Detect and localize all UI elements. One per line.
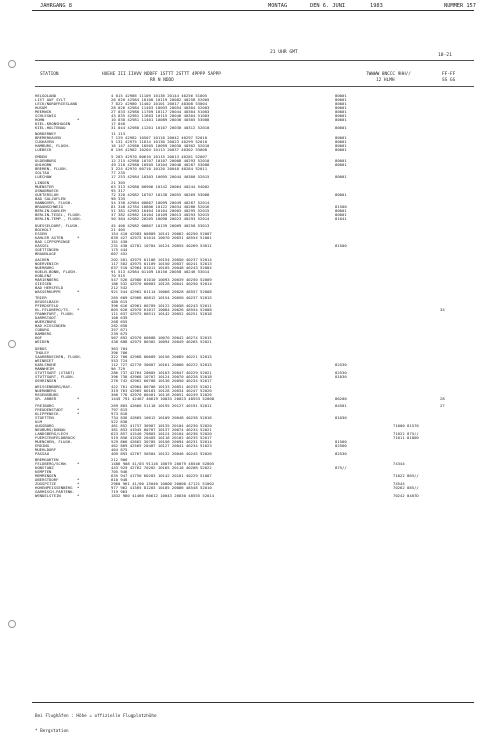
weather-groups: 80001 — [335, 109, 347, 114]
station-name: WENDELSTEIN — [35, 492, 61, 498]
station-name: WASSERKUPPE — [35, 288, 61, 294]
synop-groups: 839 427 42975 01014 10070 20031 48554 51001 — [111, 234, 212, 240]
synop-groups: 11 113 — [111, 131, 126, 137]
mountain-marker: * — [77, 396, 80, 402]
station-row — [35, 340, 475, 344]
weather-groups: 80001 — [335, 173, 347, 179]
weather-groups: 81030 — [335, 373, 347, 379]
synop-groups: 363 704 — [111, 345, 128, 351]
synop-groups: 50 384 42982 20205 10098 20023 40293 52014 — [111, 216, 210, 222]
station-name: BRAUNLAGE — [35, 250, 57, 256]
station-name: BREMEN, FLUGH. — [35, 165, 68, 171]
year: 1983 — [370, 3, 383, 9]
station-row — [35, 175, 475, 179]
station-name: GUETERSLOH — [35, 192, 59, 198]
weather-groups: 80001 — [335, 192, 347, 198]
station-name: COBURG — [35, 327, 50, 333]
station-name: LANDSBERG/LECH — [35, 430, 68, 436]
synop-groups: 111 637 42975 00511 10142 20052 40251 52018 — [111, 311, 212, 317]
weather-groups-extra: 71000 81570 — [393, 422, 419, 428]
synop-groups: 175 444 — [111, 246, 128, 252]
station-name: EMDEN — [35, 153, 47, 159]
synop-groups: 212 900 — [111, 456, 128, 462]
col-weather-sub: 12 HLMH — [376, 78, 395, 83]
synop-groups: 805 626 42970 01017 10084 20026 48554 52008 — [111, 307, 212, 313]
synop-groups: 366 776 42970 00401 10118 20051 40249 52026 — [111, 392, 212, 398]
station-name: NUERNBERG — [35, 388, 57, 394]
synop-groups: 529 866 42662 30705 10156 20094 40231 52014 — [111, 438, 212, 444]
station-name: SOLTAU — [35, 169, 50, 175]
station-name: BREMGARTEN — [35, 456, 59, 462]
station-name: ERDING — [35, 442, 50, 448]
weather-groups: 80001 — [335, 93, 347, 98]
station-name: BAMBERG — [35, 331, 52, 337]
station-name: HELGOLAND — [35, 93, 57, 98]
synop-groups: 212 542 — [111, 284, 128, 290]
synop-groups: 282 658 — [111, 323, 128, 329]
col-gusts: FF-FF — [442, 72, 456, 77]
station-name: OEHRINGEN — [35, 377, 57, 383]
station-row — [35, 126, 475, 130]
station-row — [35, 452, 475, 456]
synop-groups: 117 502 42975 01109 10150 20037 40241 52013 — [111, 260, 212, 266]
station-name: BAD KISSINGEN — [35, 323, 66, 329]
station-name: HANNOVER, FLUGH. — [35, 200, 73, 206]
synop-groups: 623 857 41540 70803 10124 20104 40236 52020 — [111, 430, 212, 436]
obs-time: 21 UHR GMT — [270, 50, 298, 55]
frame-top — [32, 10, 474, 11]
station-name: GR. ARBER — [35, 396, 57, 402]
station-name: WUERZBURG — [35, 319, 57, 325]
synop-groups: 108 639 — [111, 315, 128, 321]
weather-groups: 80001 — [335, 208, 347, 214]
weather-groups: 82500 — [335, 442, 347, 448]
station-name: FRANKFURT, FLUGH. — [35, 311, 75, 317]
synop-groups: 26 020 42984 10108 10119 20082 40258 52005 — [111, 97, 210, 102]
synop-groups: 70 515 — [111, 272, 126, 278]
station-name: FREIBURG — [35, 402, 54, 408]
synop-groups: 12 215 42980 10707 10107 20008 40293 52010 — [111, 157, 210, 163]
station-name: LINGEN — [35, 180, 50, 186]
synop-groups: 112 727 42770 30607 10161 20066 40222 52015 — [111, 361, 212, 367]
station-name: OLDENBURG — [35, 157, 57, 163]
synop-groups: 276 742 42962 00708 10136 20050 40234 52017 — [111, 377, 212, 383]
station-name: BAD LIPPSPRINGE — [35, 238, 71, 244]
weather-groups: 80001 — [335, 113, 347, 118]
weather-groups: 81500 — [335, 242, 347, 248]
period-range: 18-21 — [438, 53, 452, 58]
synop-groups: 239 675 — [111, 331, 128, 337]
weather-groups: 80001 — [335, 105, 347, 110]
station-name: MARIENBERG — [35, 276, 59, 282]
footnote-mountain-station: * Bergstation — [35, 729, 69, 734]
station-name: MUENSTER — [35, 184, 54, 190]
station-name: KOELN-BONN, FLUGH. — [35, 268, 78, 274]
synop-groups: 16 147 42980 10505 10099 20030 40302 52010 — [111, 143, 210, 149]
mountain-marker: * — [77, 480, 80, 486]
weather-groups-extra: 71022 865// — [393, 472, 419, 478]
synop-groups: 607 452 — [111, 250, 128, 256]
station-name: WEIDEN — [35, 339, 50, 345]
station-name: HAMBURG, FLUGH. — [35, 143, 71, 149]
station-name: FUERSTENFELDBRUCK — [35, 434, 75, 440]
mountain-marker: * — [77, 406, 80, 412]
station-name: NUERBURG — [35, 264, 54, 270]
weather-groups: 84501 — [335, 402, 347, 408]
weather-groups-extra: 74544 — [393, 480, 405, 486]
synop-groups: 37 382 42982 10104 10109 20013 40293 52015 — [111, 212, 210, 218]
synop-groups: 77 235 — [111, 169, 126, 175]
synop-groups: 977 962 41565 81203 10105 20086 48548 52010 — [111, 484, 212, 490]
station-name: THOLEY — [35, 349, 50, 355]
mountain-marker: * — [77, 117, 80, 122]
station-name: HOHENPEISSENBERG — [35, 484, 73, 490]
weather-groups: 80001 — [335, 101, 347, 106]
station-name: PASSAU — [35, 450, 50, 456]
synop-groups: 637 510 42964 01011 10105 20048 40243 52004 — [111, 264, 212, 270]
station-name: HOF — [35, 335, 43, 341]
synop-groups: 322 708 42968 00609 10156 20089 40221 52015 — [111, 353, 212, 359]
synop-groups: 443 929 42762 70202 10165 20118 40208 52022 — [111, 464, 212, 470]
weather-groups: 80001 — [335, 147, 347, 153]
synop-groups: 269 803 42660 51118 10195 20127 40191 52011 — [111, 402, 212, 408]
weather-groups-extra: 70262 885// — [393, 484, 419, 490]
weather-groups-extra: 70242 8407D — [393, 492, 419, 498]
synop-groups: 357 671 — [111, 327, 128, 333]
synop-groups: 49 218 42980 10505 10104 20040 40287 53008 — [111, 161, 210, 167]
synop-groups: 396 706 — [111, 349, 128, 355]
synop-groups: 4 015 42986 11109 10136 20144 40256 51005 — [111, 93, 208, 98]
synop-groups: 522 838 — [111, 418, 128, 424]
station-name: BERLIN-TEMP., FLUGH. — [35, 216, 82, 222]
synop-groups: 43 035 42981 11603 10115 20046 40304 51003 — [111, 113, 210, 118]
weather-groups: 875// — [335, 464, 347, 470]
synop-groups: 21 405 — [111, 226, 126, 232]
synop-groups: 51 381 42983 10404 10104 20003 40295 52015 — [111, 208, 210, 214]
station-name: BRAUNSCHWEIG — [35, 204, 64, 210]
weather-groups: 80001 — [335, 135, 347, 141]
gust-value: 28 — [440, 396, 445, 402]
station-name: BERLIN-DAHLEM — [35, 208, 66, 214]
station-name: MUEHLDORF — [35, 446, 57, 452]
synop-groups: 63 313 42980 00906 10142 20064 40244 54002 — [111, 184, 210, 190]
station-name: LUECHOW — [35, 173, 52, 179]
station-name: DARMSTADT — [35, 315, 57, 321]
station-name: DEBUS — [35, 345, 47, 351]
synop-groups: 1445 791 42467 40619 10033 20023 48553 52008 — [111, 396, 215, 402]
station-name: SCHLESWIG — [35, 113, 57, 118]
weather-groups: 81030 — [335, 414, 347, 420]
synop-groups: 567 692 42970 00608 10070 20042 40274 52015 — [111, 335, 212, 341]
station-name: DUESSELDORF, FLUGH. — [35, 222, 80, 228]
synop-groups: 719 963 — [111, 488, 128, 494]
synop-groups: 17 253 42984 10303 10095 20044 40300 52015 — [111, 173, 210, 179]
station-name: STUTTGART (STADT) — [35, 369, 75, 375]
gust-value: 27 — [440, 402, 445, 408]
station-name: KOBLENZ — [35, 272, 52, 278]
station-name: BAD SALZUFLEN — [35, 196, 66, 202]
station-name: KLIPPENECK — [35, 410, 59, 416]
station-name: AHLHORN — [35, 161, 52, 167]
col-weather: 7WWWW 8NCCC 9HH// — [366, 72, 411, 77]
station-row — [35, 494, 475, 498]
synop-groups: 31 044 42980 11201 10107 20030 40312 52010 — [111, 125, 210, 130]
mountain-marker: * — [77, 484, 80, 490]
mountain-marker: * — [77, 234, 80, 240]
station-name: WEINBIET — [35, 357, 54, 363]
station-name: BERLIN-TEGEL, FLUGH. — [35, 212, 82, 218]
weather-groups: 86200 — [335, 396, 347, 402]
station-row — [35, 217, 475, 221]
station-row — [35, 252, 475, 256]
synop-groups: 151 430 — [111, 238, 128, 244]
station-name: REGENSBURG — [35, 392, 59, 398]
station-name: MEERWIK — [35, 109, 52, 114]
synop-groups: 286 737 42764 20605 10163 20047 40229 52021 — [111, 369, 212, 375]
weather-groups: 80001 — [335, 117, 347, 122]
synop-groups: 17 040 — [111, 121, 126, 126]
mountain-marker: * — [77, 476, 80, 482]
column-rule — [35, 86, 474, 87]
footnotes — [35, 704, 157, 744]
station-name: WEISSENBURG/BAY. — [35, 384, 73, 390]
mountain-marker: * — [77, 492, 80, 498]
station-name: AUGSBURG — [35, 422, 54, 428]
station-name: LUEBECK — [35, 147, 52, 153]
footnote-airport-height: Bei Flughäfen : Höhe = offizielle Flugplatzhöhe — [35, 714, 157, 719]
weather-groups: 80001 — [335, 161, 347, 167]
gust-value: 34 — [440, 307, 445, 313]
weather-groups: 80001 — [335, 157, 347, 163]
station-name: DEUSELBACH — [35, 299, 59, 305]
weather-groups: 82530 — [335, 361, 347, 367]
col-groups: HOEHE III IIHVV NDDFF 1STTT 2STTT 4PPPP 5APPP — [102, 72, 221, 77]
volume-label: JAHRGANG 8 — [40, 3, 72, 9]
mountain-marker: * — [77, 410, 80, 416]
synop-groups: 10 038 42981 11401 10089 20036 40305 53008 — [111, 117, 210, 122]
station-name: BAD HERSFELD — [35, 284, 64, 290]
station-table — [35, 94, 475, 500]
synop-groups: 186 532 42970 00603 10128 20041 40250 52014 — [111, 280, 212, 286]
station-name: NEUBURG/DONAU — [35, 426, 66, 432]
synop-groups: 72 320 42982 10707 10138 20055 40269 53008 — [111, 192, 210, 198]
station-name: CUXHAVEN — [35, 139, 54, 145]
synop-groups: 45 400 42982 00807 10139 20069 40250 53013 — [111, 222, 210, 228]
synop-groups: 8 156 42982 10204 10113 20037 40302 53008 — [111, 147, 208, 153]
synop-groups: 547 526 42980 01010 10093 20039 40250 52009 — [111, 276, 212, 282]
issue-number: NUMMER 157 — [444, 3, 476, 9]
group-gap — [35, 498, 475, 500]
station-name: NORDERNEY — [35, 131, 57, 137]
weather-groups: 80001 — [335, 125, 347, 130]
synop-groups: 54 338 42984 00807 10099 20049 40287 52014 — [111, 200, 210, 206]
synop-groups: 28 026 42984 11403 10093 20054 40304 52003 — [111, 105, 210, 110]
frame-bottom — [32, 702, 474, 703]
weather-groups: 80001 — [335, 212, 347, 218]
synop-groups: 461 852 41757 30907 10135 20104 40230 52020 — [111, 422, 212, 428]
synop-groups: 27 033 42980 11709 10117 20044 40304 51003 — [111, 109, 210, 114]
weather-groups: 80001 — [335, 97, 347, 102]
punch-hole — [8, 60, 16, 68]
station-name: ESSEN — [35, 230, 47, 236]
synop-groups: 438 688 42975 00302 10094 20049 40265 52021 — [111, 339, 212, 345]
mountain-marker: * — [77, 460, 80, 466]
station-name: GARMISCH-PARTENK. — [35, 488, 75, 494]
weather-groups: 82530 — [335, 369, 347, 375]
col-gusts-sub: SS GG — [442, 78, 456, 83]
synop-groups: 973 818 — [111, 410, 128, 416]
station-name: NOERVENICH — [35, 260, 59, 266]
station-name: BREMERHAVEN — [35, 135, 61, 141]
synop-groups: 98 335 — [111, 196, 126, 202]
station-name: PFERDSFELD — [35, 303, 59, 309]
weather-groups: 82530 — [335, 450, 347, 456]
synop-groups: 3 224 42970 00710 10120 20048 40284 52011 — [111, 165, 208, 171]
station-name: KIEL-HOLTENAU — [35, 125, 66, 130]
date: DEN 6. JUNI — [310, 3, 346, 9]
station-name: GIESSEN — [35, 280, 52, 286]
station-name: KASSEL — [35, 242, 50, 248]
synop-groups: 396 616 42961 00709 10122 20058 40243 52011 — [111, 303, 212, 309]
station-name: HOHN — [35, 117, 45, 122]
station-name: ULM — [35, 418, 43, 424]
synop-groups: 265 609 42968 00812 10154 20050 40237 52015 — [111, 295, 212, 301]
station-name: HUSUM — [35, 105, 47, 110]
station-name: KARLSRUHE — [35, 361, 57, 367]
synop-groups: 202 501 42975 01106 10154 20050 40237 52014 — [111, 256, 212, 262]
station-name: GOETTINGEN — [35, 246, 59, 252]
station-name: SAARBRUECKEN, FLUGH. — [35, 353, 82, 359]
synop-groups: 5 131 42975 11014 10130 20023 40299 52010 — [111, 139, 208, 145]
synop-groups: 231 438 42781 10704 10124 20055 40269 53011 — [111, 242, 212, 248]
weather-groups: 81500 — [335, 204, 347, 210]
synop-groups: 96 729 — [111, 365, 126, 371]
station-name: ZUGSPITZE — [35, 480, 57, 486]
punch-hole — [8, 620, 16, 628]
weather-groups-extra: 74344 — [393, 460, 405, 466]
station-name: BOCHOLT — [35, 226, 52, 232]
station-row — [35, 397, 475, 401]
station-name: KIEL-KRONSHAGEN — [35, 121, 71, 126]
synop-groups: 268 655 — [111, 319, 128, 325]
synop-groups: 462 869 42565 20407 10127 20041 40234 51023 — [111, 442, 212, 448]
station-name: FREUDENSTADT — [35, 406, 64, 412]
header-rule — [35, 60, 474, 61]
station-name: HL.FELDBERG/TS. — [35, 307, 71, 313]
station-name: LECK/NORDFRIESLAND — [35, 101, 78, 106]
station-name: STOETTEN — [35, 414, 54, 420]
synop-groups: 734 836 42865 10612 10109 20048 40238 52016 — [111, 414, 212, 420]
synop-groups: 154 410 42983 00809 10141 20062 40250 52007 — [111, 230, 212, 236]
station-name: STUTTGART, FLUGH. — [35, 373, 75, 379]
synop-groups: 91 513 42984 01109 10150 20058 40246 53014 — [111, 268, 210, 274]
synop-groups: 1832 980 41460 60612 10043 20030 48555 52014 — [111, 492, 215, 498]
punch-hole — [8, 340, 16, 348]
synop-groups: 797 815 — [111, 406, 128, 412]
weather-groups: 80001 — [335, 143, 347, 149]
col-station: STATION — [40, 72, 59, 77]
station-row — [35, 290, 475, 294]
synop-groups: 21 305 — [111, 180, 126, 186]
synop-groups: 95 317 — [111, 188, 126, 194]
synop-groups: 7 022 42980 11402 10101 20017 40308 53004 — [111, 101, 208, 106]
weather-groups: 81500 — [335, 438, 347, 444]
synop-groups: 319 763 42965 00103 10128 20034 40247 52020 — [111, 388, 212, 394]
station-name: OSNABRUECK — [35, 188, 59, 194]
station-name: FELDBERG/SCHW. — [35, 460, 68, 466]
station-name: TRIER — [35, 295, 47, 301]
weekday: MONTAG — [268, 3, 288, 9]
synop-groups: 81 348 42784 10806 10122 20034 40286 52016 — [111, 204, 210, 210]
synop-groups: 921 544 42962 01114 10068 20028 48557 52008 — [111, 288, 212, 294]
synop-groups: 635 947 41750 60203 10142 20101 40229 51007 — [111, 472, 212, 478]
synop-groups: 396 738 42968 10707 10124 20070 40228 52018 — [111, 373, 212, 379]
weather-groups: 81041 — [335, 216, 347, 222]
station-name: OBERSTDORF — [35, 476, 59, 482]
station-row — [35, 379, 475, 383]
mountain-marker: * — [77, 307, 80, 313]
synop-groups: 5 203 42970 00610 10115 20013 40281 52007 — [111, 153, 208, 159]
synop-groups: 409 893 42767 50504 10132 20046 40245 52026 — [111, 450, 212, 456]
synop-groups: 422 761 42964 00706 10133 20051 40235 52021 — [111, 384, 212, 390]
synop-groups: 519 856 41528 20405 10118 20102 40235 52017 — [111, 434, 212, 440]
station-name: KONSTANZ — [35, 464, 54, 470]
weather-groups: 80001 — [335, 139, 347, 145]
station-name: MANNHEIM — [35, 365, 54, 371]
station-name: MUENCHEN, FLUGH. — [35, 438, 73, 444]
synop-groups: 705 946 — [111, 468, 128, 474]
station-row — [35, 148, 475, 152]
weather-groups-extra: 71022 875// — [393, 430, 419, 436]
station-name: AACHEN — [35, 256, 50, 262]
station-name: LIST AUF SYLT — [35, 97, 66, 102]
station-name: KAHLER ASTEN — [35, 234, 64, 240]
synop-groups: 1486 908 41/03 91116 10079 20079 48546 52005 — [111, 460, 215, 466]
synop-groups: 404 875 — [111, 446, 128, 452]
col-groups-sub: RR N NDDD — [150, 78, 174, 83]
synop-groups: 553 724 — [111, 357, 128, 363]
mountain-marker: * — [77, 288, 80, 294]
synop-groups: 381 853 41945 00707 10137 20074 40234 52021 — [111, 426, 212, 432]
synop-groups: 480 615 — [111, 299, 128, 305]
station-name: MEMMINGEN — [35, 472, 57, 478]
synop-groups: 810 948 — [111, 476, 128, 482]
weather-groups-extra: 71011 81800 — [393, 434, 419, 440]
station-name: KEMPTEN — [35, 468, 52, 474]
synop-groups: 2960 961 41/00 15040 10000 20000 47121 51002 — [111, 480, 215, 486]
synop-groups: 7 129 42982 10507 10118 20042 40297 52010 — [111, 135, 208, 141]
